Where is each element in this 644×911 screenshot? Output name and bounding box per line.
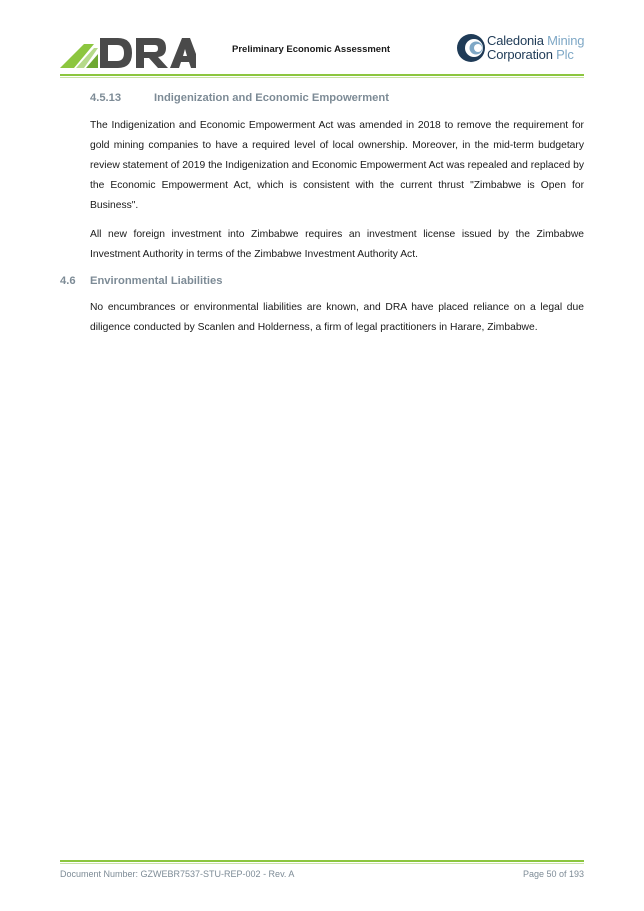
caledonia-corporation: Corporation: [487, 47, 553, 62]
paragraph: The Indigenization and Economic Empowerment Act was amended in 2018 to remove the requirement for gold mining companies to have a required level of local ownership. Moreover, in the mid-term budgetary review statement of 2019 the Indigenization and Economic Empowerment Act was repealed and replaced by the Economic Empowerment Act, which is consistent with the current thrust "Zimbabwe is Open for Business".: [90, 120, 584, 211]
section-heading-4-5-13: [60, 92, 584, 108]
section-number: 4.5.13: [90, 92, 122, 104]
paragraph: All new foreign investment into Zimbabwe requires an investment license issued by the Zimbabwe Investment Authority in terms of the Zimbabwe Investment Authority Act.: [90, 229, 584, 260]
page-number: Page 50 of 193: [522, 869, 584, 879]
section-heading-4-6: [60, 275, 584, 291]
footer-divider: [60, 860, 584, 862]
caledonia-name: Caledonia: [487, 33, 544, 48]
caledonia-mining: Mining: [547, 33, 585, 48]
document-title: Preliminary Economic Assessment: [232, 44, 391, 55]
page-header: [0, 0, 644, 82]
caledonia-logo: [456, 33, 586, 67]
page-body: [60, 92, 584, 347]
header-divider-secondary: [60, 77, 584, 78]
paragraph: No encumbrances or environmental liabilities are known, and DRA have placed reliance on a legal due diligence conducted by Scanlen and Holderness, a firm of legal practitioners in Harare, Zimbabwe.: [90, 302, 584, 333]
section-number: 4.6: [60, 275, 76, 287]
caledonia-plc: Plc: [556, 47, 574, 62]
header-divider: [60, 74, 584, 76]
section-title: Environmental Liabilities: [90, 275, 223, 287]
dra-logo: [60, 34, 196, 70]
footer-divider-secondary: [60, 863, 584, 864]
document-number: Document Number: GZWEBR7537-STU-REP-002 - Rev. A: [60, 869, 295, 879]
caledonia-mark-icon: [456, 33, 486, 63]
section-title: Indigenization and Economic Empowerment: [154, 92, 389, 104]
